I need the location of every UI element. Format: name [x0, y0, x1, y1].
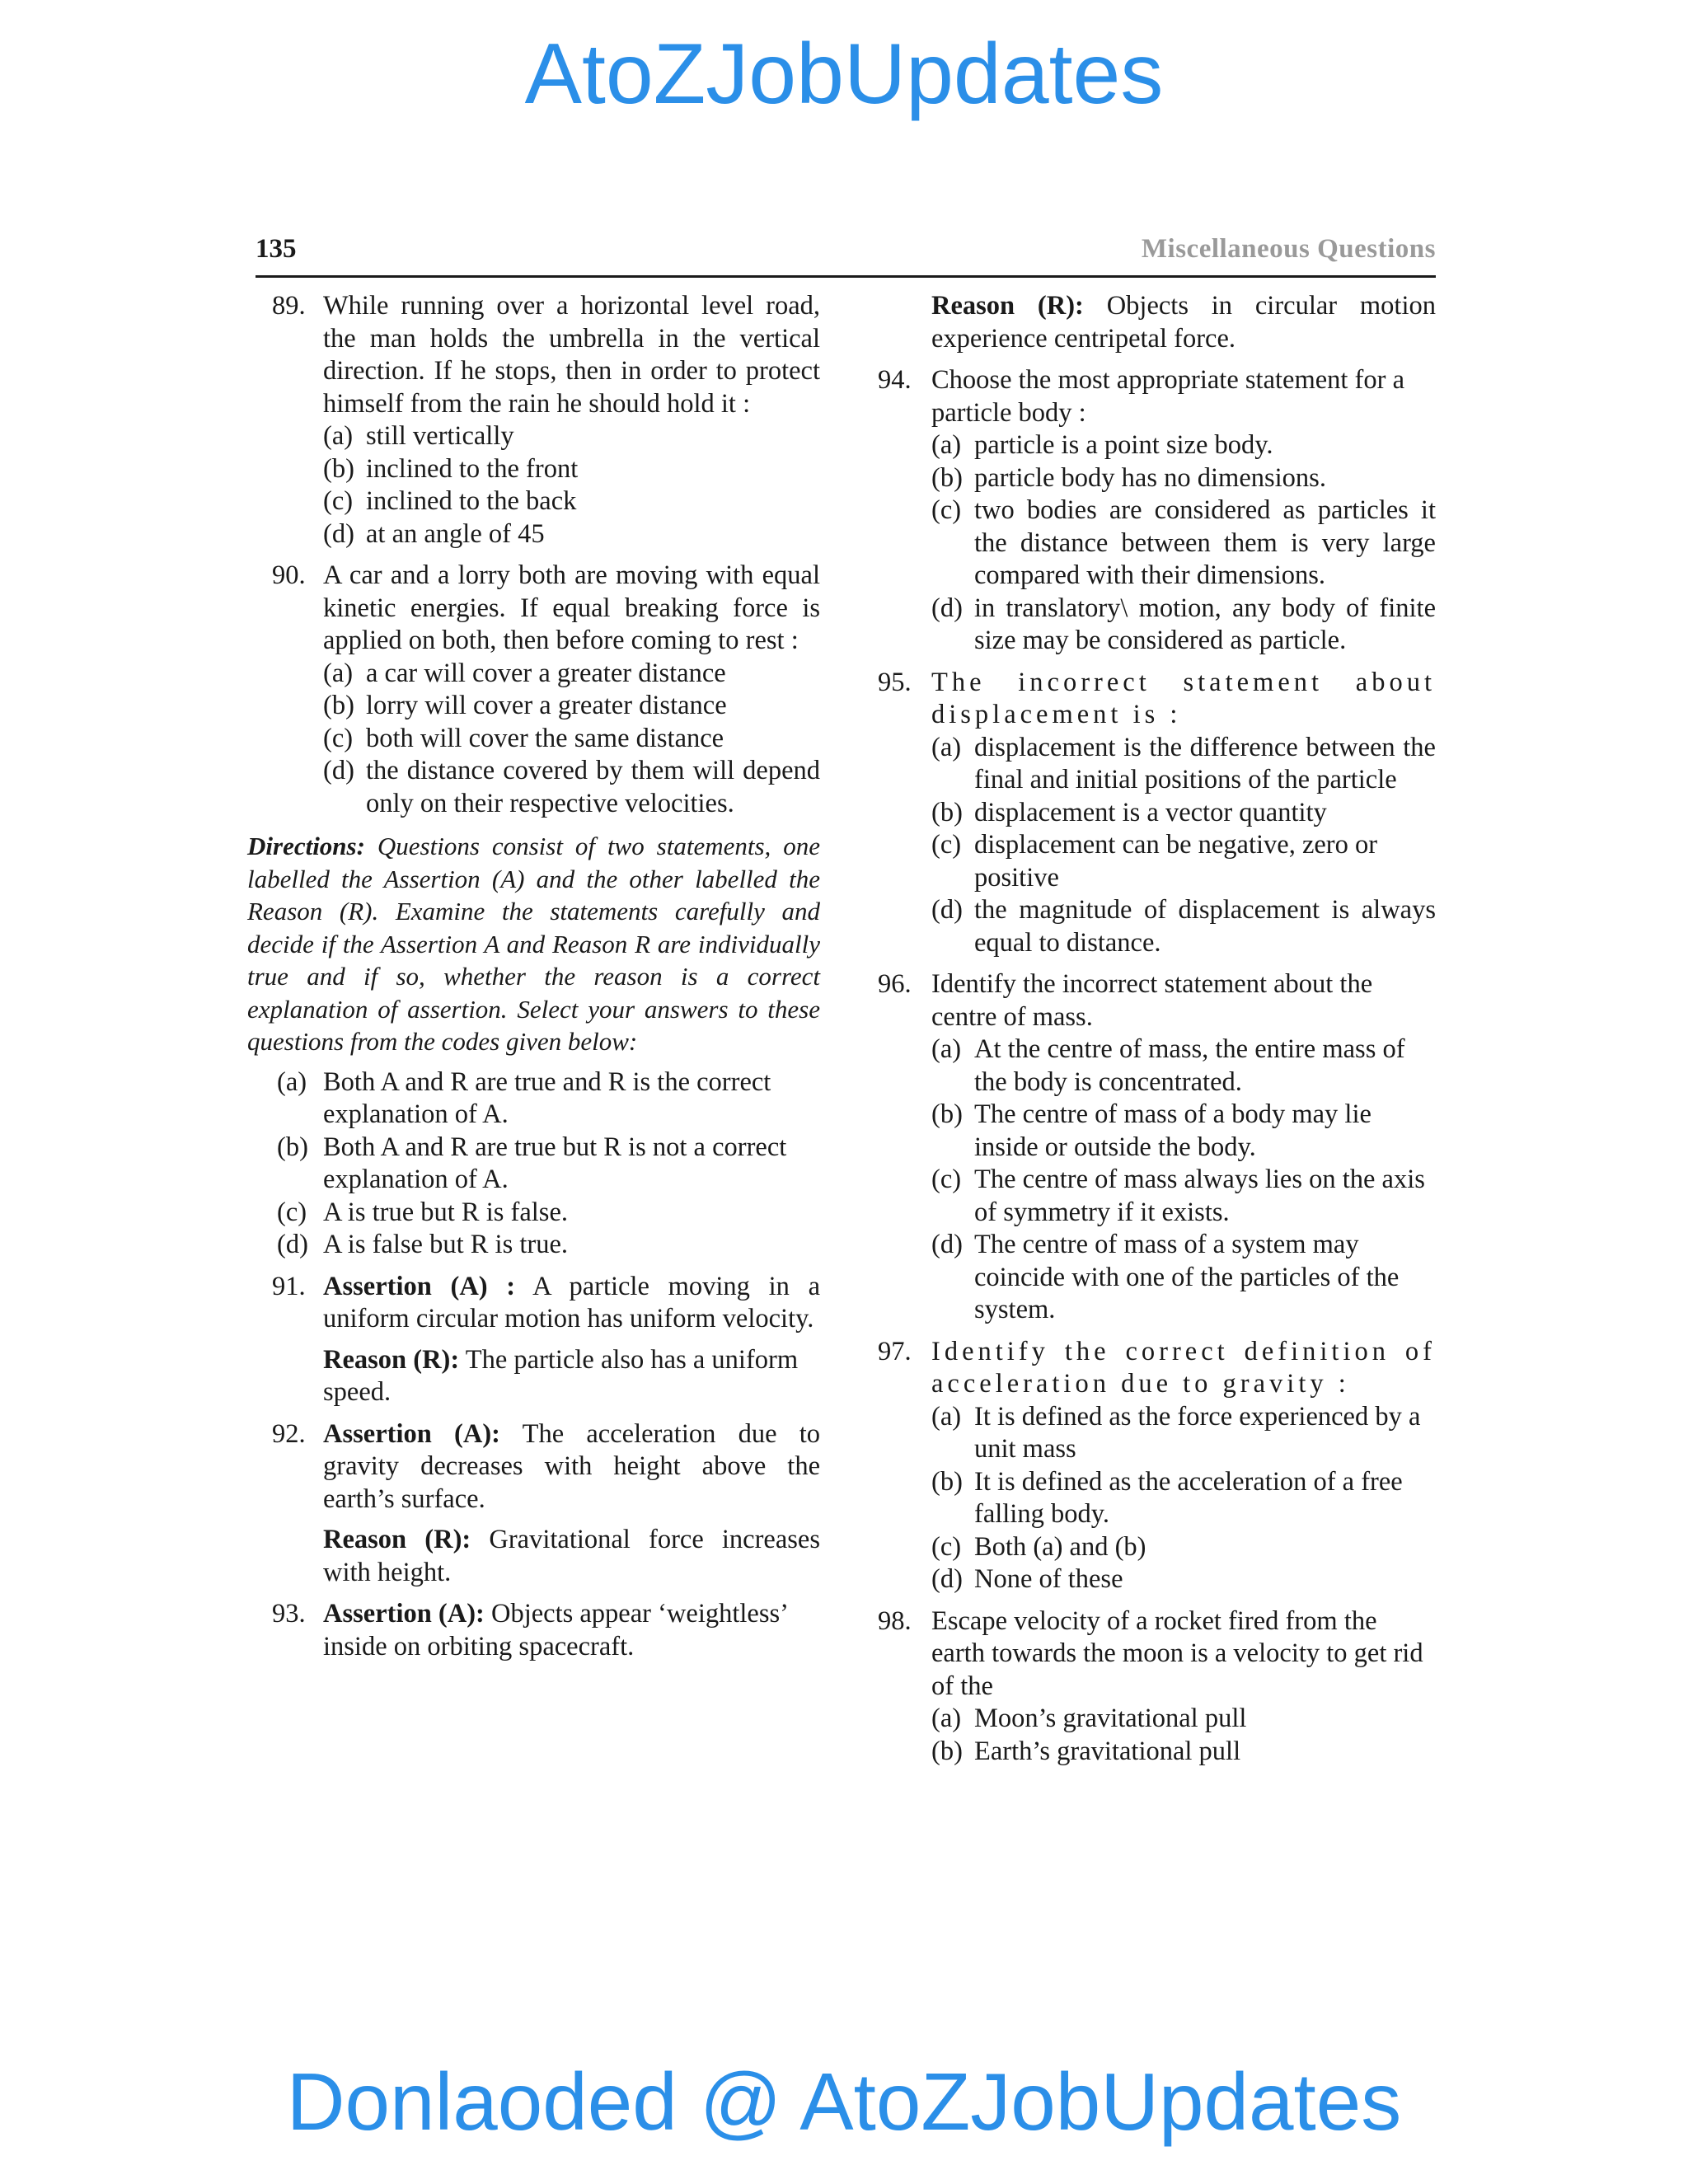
option — [323, 723, 820, 756]
question-text: A car and a lorry both are moving with equal kinetic energies. If equal breaking force is applied on both, then before coming to rest : — [323, 560, 820, 655]
option — [323, 485, 820, 518]
page-number: 135 — [256, 234, 297, 264]
option-label: (d) — [931, 895, 963, 925]
directions-label: Directions: — [247, 832, 365, 860]
option-text: particle is a point size body. — [974, 430, 1273, 460]
option — [931, 894, 1436, 959]
option-label: (d) — [323, 518, 354, 549]
question-97 — [878, 1336, 1436, 1596]
option-label: (c) — [931, 1531, 962, 1562]
question-95 — [878, 667, 1436, 960]
option-label: (d) — [931, 593, 963, 623]
question-text: Identify the incorrect statement about the centre of mass. — [931, 969, 1373, 1032]
watermark-bottom: Donlaoded @ AtoZJobUpdates — [286, 2056, 1402, 2147]
question-text: While running over a horizontal level road, the man holds the umbrella in the vertical direction. If he stops, then in order to protect himself from the rain he should hold it : — [323, 291, 820, 419]
reason-label: Reason (R): — [323, 1525, 471, 1554]
question-number: 93. — [272, 1599, 306, 1629]
option — [323, 690, 820, 723]
option — [931, 1033, 1436, 1099]
assertion-text: Objects appear ‘weightless’ inside on orbiting spacecraft. — [323, 1599, 787, 1661]
option-label: (a) — [931, 1704, 962, 1733]
option-text: in translatory\ motion, any body of finite size may be considered as particle. — [974, 593, 1436, 655]
assertion-label: Assertion (A) : — [323, 1271, 516, 1301]
option-text: a car will cover a greater distance — [366, 658, 726, 688]
question-93 — [247, 1598, 820, 1663]
question-number: 95. — [878, 667, 912, 697]
option — [931, 1164, 1436, 1229]
option-text: The centre of mass of a system may coincide with one of the particles of the system. — [974, 1230, 1400, 1324]
option-label: (d) — [931, 1564, 963, 1594]
question-92 — [247, 1418, 820, 1590]
code-label: (b) — [277, 1132, 308, 1162]
code-item — [247, 1132, 820, 1197]
option — [323, 755, 820, 820]
option — [931, 829, 1436, 894]
option-text: displacement is the difference between the final and initial positions of the particle — [974, 732, 1436, 794]
header-rule — [256, 275, 1436, 278]
option-label: (b) — [323, 691, 354, 720]
option-text: Moon’s gravitational pull — [974, 1704, 1247, 1733]
option — [931, 1736, 1436, 1769]
question-89 — [247, 290, 820, 551]
question-98 — [878, 1605, 1436, 1769]
question-number: 89. — [272, 291, 306, 321]
code-item — [247, 1229, 820, 1262]
code-text: Both A and R are true and R is the correct explanation of A. — [323, 1066, 771, 1129]
option — [931, 1099, 1436, 1164]
option-label: (c) — [931, 830, 962, 860]
option-label: (b) — [931, 462, 963, 493]
option-label: (a) — [931, 732, 962, 762]
code-text: A is true but R is false. — [323, 1197, 568, 1227]
assertion-text: A particle moving in a uniform circular motion has uniform velocity. — [323, 1271, 820, 1333]
question-number: 94. — [878, 365, 912, 395]
option-label: (b) — [931, 1736, 963, 1766]
question-number: 91. — [272, 1271, 306, 1301]
question-number: 92. — [272, 1418, 306, 1449]
option-label: (d) — [931, 1230, 963, 1259]
option-label: (a) — [931, 1034, 962, 1064]
watermark-top: AtoZJobUpdates — [524, 26, 1164, 122]
question-text: Choose the most appropriate statement for a particle body : — [931, 365, 1405, 428]
option-text: two bodies are considered as particles it the distance between them is very large compared with their dimensions. — [974, 495, 1436, 590]
option-label: (d) — [323, 756, 354, 785]
assertion — [323, 1271, 820, 1336]
code-label: (a) — [277, 1066, 307, 1097]
option — [323, 518, 820, 551]
option-text: The centre of mass always lies on the axis of symmetry if it exists. — [974, 1165, 1425, 1227]
option-text: particle body has no dimensions. — [974, 462, 1326, 493]
question-91 — [247, 1271, 820, 1409]
option — [931, 429, 1436, 462]
assertion-text: The acceleration due to gravity decreases with height above the earth’s surface. — [323, 1418, 821, 1514]
code-label: (d) — [277, 1230, 308, 1259]
section-title: Miscellaneous Questions — [1141, 234, 1436, 264]
option — [931, 1401, 1436, 1466]
question-94 — [878, 364, 1436, 658]
option-text: still vertically — [366, 421, 514, 451]
option-label: (c) — [323, 486, 354, 516]
option-label: (a) — [931, 430, 962, 460]
option — [931, 732, 1436, 797]
option — [931, 1229, 1436, 1327]
right-column — [878, 290, 1436, 1777]
reason — [323, 1344, 820, 1409]
option-text: None of these — [974, 1564, 1123, 1594]
option-text: lorry will cover a greater distance — [366, 691, 727, 720]
question-text: Identify the correct definition of acceleration due to gravity : — [931, 1336, 1436, 1399]
assertion-label: Assertion (A): — [323, 1599, 485, 1629]
option-text: displacement can be negative, zero or positive — [974, 830, 1378, 893]
reason — [323, 1524, 820, 1589]
option — [323, 453, 820, 486]
reason-text: Gravitational force increases with height. — [323, 1525, 820, 1587]
option-text: inclined to the back — [366, 486, 577, 516]
option-text: inclined to the front — [366, 453, 579, 484]
option-text: Earth’s gravitational pull — [974, 1736, 1241, 1766]
option-text: The centre of mass of a body may lie inside or outside the body. — [974, 1099, 1372, 1162]
option-label: (a) — [931, 1401, 962, 1432]
option — [323, 420, 820, 453]
left-column — [247, 290, 820, 1672]
assertion — [323, 1418, 820, 1516]
option — [931, 1703, 1436, 1736]
option-text: It is defined as the force experienced by a unit mass — [974, 1401, 1421, 1464]
option-label: (c) — [323, 723, 354, 753]
option-text: It is defined as the acceleration of a free falling body. — [974, 1466, 1403, 1529]
option — [931, 593, 1436, 658]
question-text: The incorrect statement about displacement is : — [931, 667, 1436, 729]
directions-block — [247, 830, 820, 1058]
option-label: (c) — [931, 1165, 962, 1194]
code-label: (c) — [277, 1197, 307, 1227]
reason — [931, 290, 1436, 355]
option — [931, 462, 1436, 495]
question-93-reason — [878, 290, 1436, 355]
option — [931, 1563, 1436, 1596]
assertion-label: Assertion (A): — [323, 1418, 500, 1449]
page-header — [256, 231, 1436, 277]
reason-text: The particle also has a uniform speed. — [323, 1344, 799, 1407]
question-number: 98. — [878, 1605, 912, 1636]
reason-label: Reason (R): — [931, 291, 1084, 321]
option-text: the magnitude of displacement is always equal to distance. — [974, 895, 1436, 958]
answer-codes — [247, 1066, 820, 1262]
question-number: 97. — [878, 1336, 912, 1366]
option-label: (c) — [931, 495, 962, 525]
option — [931, 1531, 1436, 1564]
directions-text: Questions consist of two statements, one labelled the Assertion (A) and the other labelled the Reason (R). Examine the statements carefully and decide if the Assertion A and Reason R are individually true and if so, whether the reason is a correct explanation of assertion. Select your answers to these questions from the codes given below: — [247, 832, 821, 1056]
code-item — [247, 1197, 820, 1230]
option-label: (a) — [323, 421, 354, 451]
option-text: displacement is a vector quantity — [974, 797, 1327, 827]
question-text: Escape velocity of a rocket fired from the earth towards the moon is a velocity to get rid of the — [931, 1605, 1423, 1701]
option-label: (b) — [931, 1466, 963, 1497]
option-text: the distance covered by them will depend only on their respective velocities. — [366, 756, 820, 818]
option-text: At the centre of mass, the entire mass of the body is concentrated. — [974, 1034, 1405, 1097]
option-label: (b) — [931, 1099, 963, 1129]
question-number: 96. — [878, 969, 912, 999]
option-label: (a) — [323, 658, 354, 688]
option-text: Both (a) and (b) — [974, 1531, 1146, 1562]
reason-label: Reason (R): — [323, 1344, 460, 1375]
option-text: at an angle of 45 — [366, 518, 545, 549]
question-number: 90. — [272, 560, 306, 590]
assertion — [323, 1598, 820, 1663]
option — [931, 494, 1436, 593]
question-90 — [247, 560, 820, 820]
option-text: both will cover the same distance — [366, 723, 724, 753]
option — [931, 1466, 1436, 1531]
option-label: (b) — [931, 797, 963, 827]
option-label: (b) — [323, 453, 354, 484]
code-text: Both A and R are true but R is not a correct explanation of A. — [323, 1132, 787, 1194]
option — [323, 658, 820, 691]
code-text: A is false but R is true. — [323, 1230, 568, 1259]
option — [931, 797, 1436, 830]
code-item — [247, 1066, 820, 1132]
reason-text: Objects in circular motion experience centripetal force. — [931, 291, 1436, 354]
question-96 — [878, 968, 1436, 1327]
